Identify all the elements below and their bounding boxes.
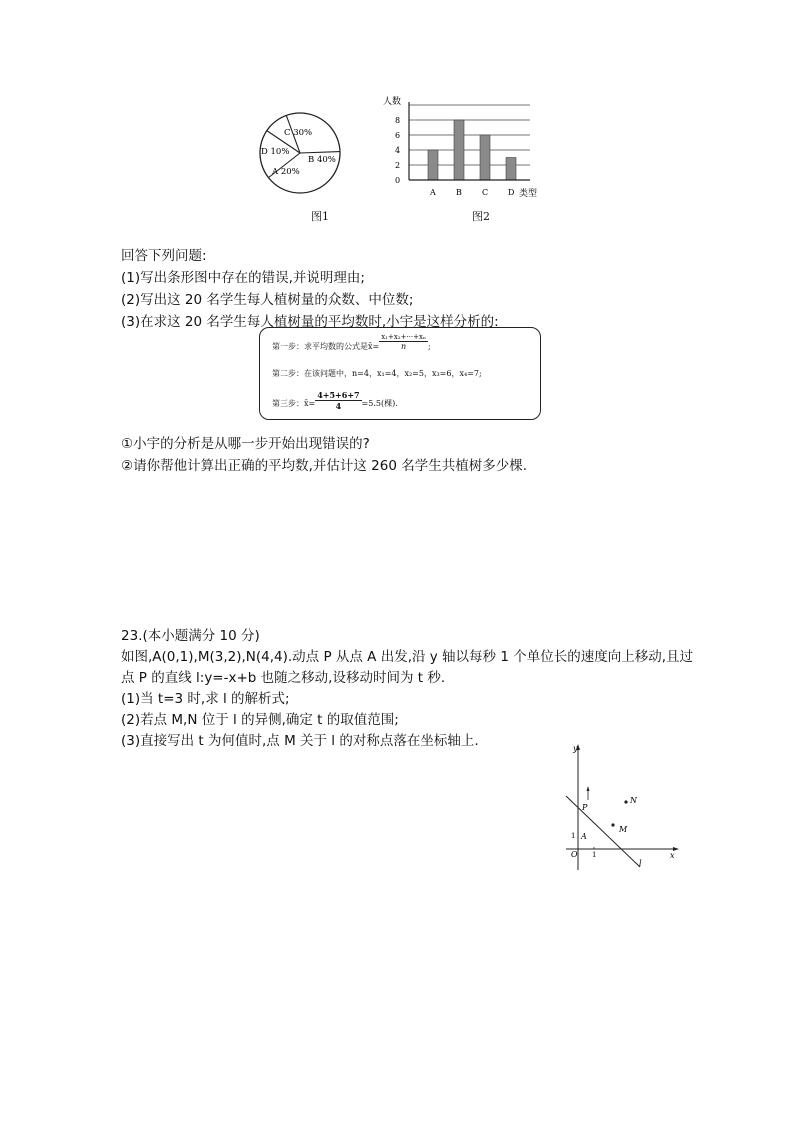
coordinate-graph <box>560 740 685 875</box>
q23-line-5: (3)直接写出 t 为何值时,点 M 关于 l 的对称点落在坐标轴上. <box>121 733 479 749</box>
step3-denominator: 4 <box>335 401 342 411</box>
bar-chart <box>375 94 550 202</box>
step1-numerator: x₁+x₂+···+xₙ <box>381 333 426 341</box>
x-tick-label: A <box>430 188 436 197</box>
q22-intro: 回答下列问题: <box>121 248 207 264</box>
graph-point-a-label: A <box>581 832 587 841</box>
q22-item-3: (3)在求这 20 名学生每人植树量的平均数时,小宇是这样分析的: <box>121 314 499 330</box>
point-n <box>624 800 627 803</box>
graph-x-label: x <box>670 851 675 860</box>
graph-tick-y: 1 <box>571 832 576 840</box>
step3-xbar: x̄= <box>304 399 316 408</box>
figure1-caption: 图1 <box>311 210 329 223</box>
pie-label-b: B 40% <box>308 155 336 165</box>
bar-d <box>506 158 516 181</box>
q23-line-3: (1)当 t=3 时,求 l 的解析式; <box>121 691 290 707</box>
step1-prefix: 第一步：求平均数的公式是 <box>272 342 368 351</box>
point-m <box>611 823 614 826</box>
pie-label-a: A 20% <box>272 167 300 177</box>
q23-line-1: 如图,A(0,1),M(3,2),N(4,4).动点 P 从点 A 出发,沿 y 轴以每秒 1 个单位长的速度向上移动,且过 <box>121 649 694 665</box>
step3-suffix: =5.5(棵). <box>361 399 398 408</box>
y-tick-label: 2 <box>395 161 401 170</box>
x-tick-label: C <box>482 188 489 197</box>
bar-a <box>428 150 438 180</box>
graph-point-m-label: M <box>619 825 628 834</box>
y-axis-label: 人数 <box>383 97 402 107</box>
graph-line-l-label: l <box>639 859 642 868</box>
pie-label-d: D 10% <box>261 147 290 157</box>
x-tick-label: B <box>456 188 462 197</box>
step1-xbar: x̄= <box>368 342 380 351</box>
q22-sub-1: ①小宇的分析是从哪一步开始出现错误的? <box>121 436 370 452</box>
graph-point-n-label: N <box>630 796 637 805</box>
graph-origin-label: O <box>571 850 578 859</box>
q22-item-1: (1)写出条形图中存在的错误,并说明理由; <box>121 270 365 286</box>
graph-y-label: y <box>573 744 578 753</box>
q23-line-2: 点 P 的直线 l:y=-x+b 也随之移动,设移动时间为 t 秒. <box>121 670 446 686</box>
bar-c <box>480 135 490 180</box>
step1-row <box>272 333 431 351</box>
q23-line-4: (2)若点 M,N 位于 l 的异侧,确定 t 的取值范围; <box>121 712 399 728</box>
step1-fraction <box>379 333 428 351</box>
bar-b <box>454 120 464 180</box>
step3-prefix: 第三步： <box>272 399 304 408</box>
analysis-box <box>259 327 541 420</box>
graph-tick-x: 1 <box>592 851 597 859</box>
x-tick-label: D <box>508 188 515 197</box>
step3-numerator: 4+5+6+7 <box>317 390 360 400</box>
y-tick-label: 4 <box>395 146 401 155</box>
point-p-arrowhead <box>587 786 590 791</box>
step1-suffix: ; <box>427 342 431 351</box>
step2-row: 第二步：在该问题中，n=4，x₁=4，x₂=5，x₃=6，x₄=7; <box>272 369 482 378</box>
x-axis-label: 类型 <box>519 189 538 199</box>
pie-slice-boundary-b <box>300 152 340 153</box>
y-tick-label: 6 <box>395 131 401 140</box>
step3-row <box>272 390 398 411</box>
q23-header: 23.(本小题满分 10 分) <box>121 628 260 644</box>
step1-denominator: n <box>401 342 407 351</box>
q22-item-2: (2)写出这 20 名学生每人植树量的众数、中位数; <box>121 292 414 308</box>
y-tick-label: 0 <box>395 176 401 185</box>
q22-sub-2: ②请你帮他计算出正确的平均数,并估计这 260 名学生共植树多少棵. <box>121 458 528 474</box>
pie-chart <box>255 108 355 198</box>
graph-point-p-label: P <box>582 803 588 812</box>
pie-label-c: C 30% <box>284 128 313 138</box>
step3-fraction <box>315 390 361 411</box>
y-tick-label: 8 <box>395 116 401 125</box>
figure2-caption: 图2 <box>472 210 490 223</box>
